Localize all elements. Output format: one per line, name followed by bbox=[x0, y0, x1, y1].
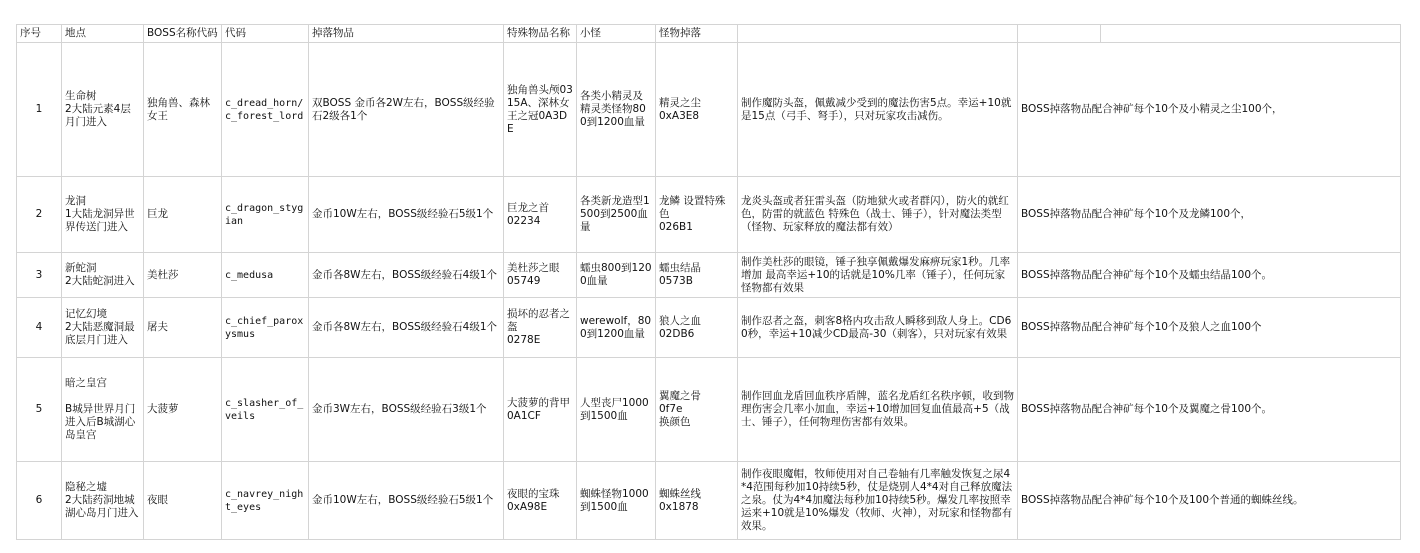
header-cell[interactable]: 代码 bbox=[222, 25, 309, 43]
table-row bbox=[17, 253, 1401, 298]
minions-cell[interactable]: 人型丧尸1000到1500血 bbox=[577, 358, 656, 462]
location-cell[interactable]: 记忆幻境 2大陆恶魔洞最底层月门进入 bbox=[62, 298, 144, 358]
boss-cell[interactable]: 美杜莎 bbox=[144, 253, 222, 298]
location-cell[interactable]: 龙洞 1大陆龙洞异世界传送门进入 bbox=[62, 177, 144, 253]
location-cell[interactable]: 隐秘之墟 2大陆药洞地城湖心岛月门进入 bbox=[62, 462, 144, 540]
boss-cell[interactable]: 巨龙 bbox=[144, 177, 222, 253]
code-cell[interactable]: c_dragon_stygian bbox=[222, 177, 309, 253]
special-item-cell[interactable]: 巨龙之首 02234 bbox=[504, 177, 577, 253]
effect-cell[interactable]: 制作美杜莎的眼镜，锤子独享佩戴爆发麻痹玩家1秒。几率增加 最高幸运+10的话就是10%几率（锤子），任何玩家怪物都有效果 bbox=[738, 253, 1018, 298]
header-row bbox=[17, 25, 1401, 43]
minions-cell[interactable]: 蜘蛛怪物1000到1500血 bbox=[577, 462, 656, 540]
header-cell[interactable]: BOSS名称代码 bbox=[144, 25, 222, 43]
header-cell[interactable]: 序号 bbox=[17, 25, 62, 43]
index-cell[interactable]: 1 bbox=[17, 43, 62, 177]
code-cell[interactable]: c_dread_horn/c_forest_lord bbox=[222, 43, 309, 177]
index-cell[interactable]: 5 bbox=[17, 358, 62, 462]
header-cell[interactable]: 特殊物品名称 bbox=[504, 25, 577, 43]
table-row bbox=[17, 298, 1401, 358]
code-cell[interactable]: c_medusa bbox=[222, 253, 309, 298]
special-item-cell[interactable]: 大菠萝的背甲 0A1CF bbox=[504, 358, 577, 462]
note-cell[interactable]: BOSS掉落物品配合神矿每个10个及龙鳞100个， bbox=[1018, 177, 1401, 253]
monster-drop-cell[interactable]: 蜘蛛丝线 0x1878 bbox=[656, 462, 738, 540]
minions-cell[interactable]: 蠕虫800到1200血量 bbox=[577, 253, 656, 298]
monster-drop-cell[interactable]: 蠕虫结晶 0573B bbox=[656, 253, 738, 298]
drops-cell[interactable]: 双BOSS 金币各2W左右，BOSS级经验石2级各1个 bbox=[309, 43, 504, 177]
spreadsheet bbox=[16, 24, 1401, 540]
header-cell[interactable]: 怪物掉落 bbox=[656, 25, 738, 43]
note-cell[interactable]: BOSS掉落物品配合神矿每个10个及小精灵之尘100个， bbox=[1018, 43, 1401, 177]
table-row bbox=[17, 43, 1401, 177]
minions-cell[interactable]: 各类新龙造型1500到2500血量 bbox=[577, 177, 656, 253]
minions-cell[interactable]: 各类小精灵及精灵类怪物800到1200血量 bbox=[577, 43, 656, 177]
index-cell[interactable]: 4 bbox=[17, 298, 62, 358]
header-cell[interactable] bbox=[1101, 25, 1401, 43]
effect-cell[interactable]: 制作回血龙盾回血秩序盾牌，蓝名龙盾红名秩序顿，收到物理伤害会几率小加血，幸运+10增加回复血值最高+5（战士、锤子），任何物理伤害都有效果。 bbox=[738, 358, 1018, 462]
boss-cell[interactable]: 大菠萝 bbox=[144, 358, 222, 462]
index-cell[interactable]: 3 bbox=[17, 253, 62, 298]
special-item-cell[interactable]: 独角兽头颅0315A、深林女王之冠0A3DE bbox=[504, 43, 577, 177]
code-cell[interactable]: c_chief_paroxysmus bbox=[222, 298, 309, 358]
table-row bbox=[17, 358, 1401, 462]
drops-cell[interactable]: 金币10W左右，BOSS级经验石5级1个 bbox=[309, 462, 504, 540]
table-row bbox=[17, 177, 1401, 253]
minions-cell[interactable]: werewolf，800到1200血量 bbox=[577, 298, 656, 358]
drops-cell[interactable]: 金币10W左右，BOSS级经验石5级1个 bbox=[309, 177, 504, 253]
note-cell[interactable]: BOSS掉落物品配合神矿每个10个及100个普通的蜘蛛丝线。 bbox=[1018, 462, 1401, 540]
header-cell[interactable] bbox=[1018, 25, 1101, 43]
boss-cell[interactable]: 夜眼 bbox=[144, 462, 222, 540]
header-cell[interactable]: 地点 bbox=[62, 25, 144, 43]
drops-cell[interactable]: 金币各8W左右，BOSS级经验石4级1个 bbox=[309, 298, 504, 358]
drops-cell[interactable]: 金币各8W左右，BOSS级经验石4级1个 bbox=[309, 253, 504, 298]
location-cell[interactable]: 生命树 2大陆元素4层月门进入 bbox=[62, 43, 144, 177]
special-item-cell[interactable]: 夜眼的宝珠 0xA98E bbox=[504, 462, 577, 540]
boss-cell[interactable]: 独角兽、森林女王 bbox=[144, 43, 222, 177]
header-cell[interactable]: 小怪 bbox=[577, 25, 656, 43]
note-cell[interactable]: BOSS掉落物品配合神矿每个10个及蠕虫结晶100个。 bbox=[1018, 253, 1401, 298]
index-cell[interactable]: 6 bbox=[17, 462, 62, 540]
drops-cell[interactable]: 金币3W左右，BOSS级经验石3级1个 bbox=[309, 358, 504, 462]
table-row bbox=[17, 462, 1401, 540]
location-cell[interactable]: 暗之皇宫 B城异世界月门进入后B城湖心岛皇宫 bbox=[62, 358, 144, 462]
monster-drop-cell[interactable]: 狼人之血 02DB6 bbox=[656, 298, 738, 358]
code-cell[interactable]: c_slasher_of_veils bbox=[222, 358, 309, 462]
effect-cell[interactable]: 制作魔防头盔，佩戴减少受到的魔法伤害5点。幸运+10就是15点（弓手、弩手），只对玩家攻击减伤。 bbox=[738, 43, 1018, 177]
note-cell[interactable]: BOSS掉落物品配合神矿每个10个及狼人之血100个 bbox=[1018, 298, 1401, 358]
boss-drop-table bbox=[16, 24, 1401, 540]
effect-cell[interactable]: 制作夜眼魔帽，牧师使用对自己卷轴有几率触发恢复之尿4*4范围每秒加10持续5秒，仗是烧别人4*4对自己释放魔法之泉。仗为4*4加魔法每秒加10持续5秒。爆发几率按照幸运来+10就是10%爆发（牧师、火神），对玩家和怪物都有效果。 bbox=[738, 462, 1018, 540]
special-item-cell[interactable]: 损坏的忍者之盔 0278E bbox=[504, 298, 577, 358]
monster-drop-cell[interactable]: 精灵之尘 0xA3E8 bbox=[656, 43, 738, 177]
monster-drop-cell[interactable]: 翼魔之骨 0f7e 换颜色 bbox=[656, 358, 738, 462]
effect-cell[interactable]: 制作忍者之盔，刺客8格内攻击敌人瞬移到敌人身上。CD60秒，幸运+10减少CD最高-30（刺客），只对玩家有效果 bbox=[738, 298, 1018, 358]
monster-drop-cell[interactable]: 龙鳞 设置特殊色 026B1 bbox=[656, 177, 738, 253]
header-cell[interactable] bbox=[738, 25, 1018, 43]
location-cell[interactable]: 新蛇洞 2大陆蛇洞进入 bbox=[62, 253, 144, 298]
index-cell[interactable]: 2 bbox=[17, 177, 62, 253]
boss-cell[interactable]: 屠夫 bbox=[144, 298, 222, 358]
effect-cell[interactable]: 龙炎头盔或者狂雷头盔（防地狱火或者群闪），防火的就红色，防雷的就蓝色 特殊色（战士、锤子），针对魔法类型（怪物、玩家释放的魔法都有效） bbox=[738, 177, 1018, 253]
special-item-cell[interactable]: 美杜莎之眼 05749 bbox=[504, 253, 577, 298]
code-cell[interactable]: c_navrey_night_eyes bbox=[222, 462, 309, 540]
header-cell[interactable]: 掉落物品 bbox=[309, 25, 504, 43]
note-cell[interactable]: BOSS掉落物品配合神矿每个10个及翼魔之骨100个。 bbox=[1018, 358, 1401, 462]
